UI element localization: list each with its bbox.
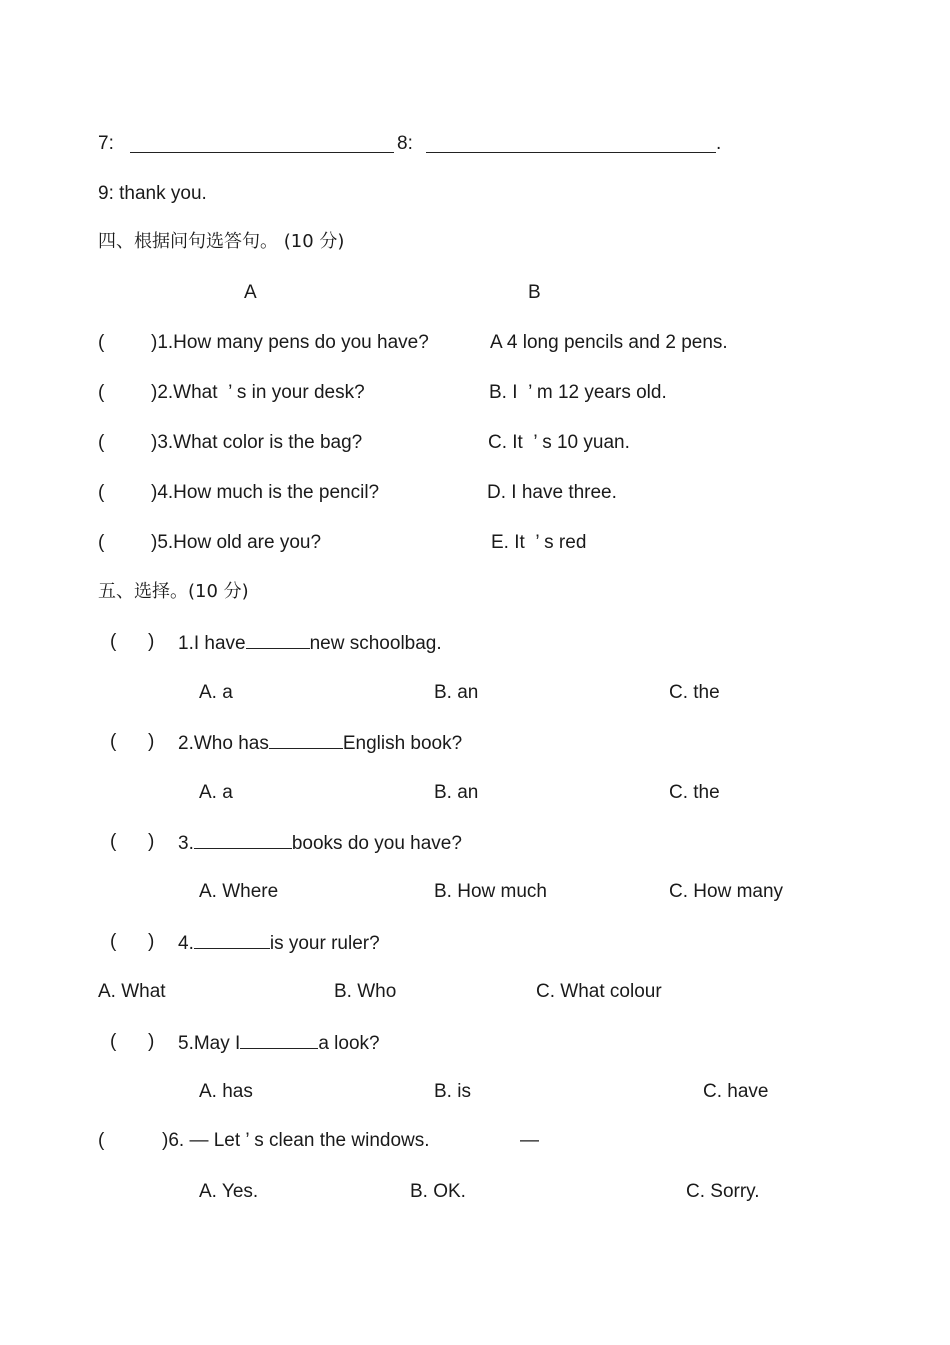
match-paren[interactable]: (	[98, 432, 105, 453]
match-answer: B. I ’ m 12 years old.	[489, 382, 667, 403]
option-b[interactable]: B. an	[434, 782, 479, 803]
option-b[interactable]: B. How much	[434, 881, 547, 902]
choice-question: )6. — Let ’ s clean the windows.	[162, 1130, 430, 1151]
item-8-end: .	[716, 133, 722, 154]
item-9-text: 9: thank you.	[98, 183, 207, 204]
question-tail: English book?	[342, 733, 463, 754]
answer-blank[interactable]	[194, 830, 292, 849]
question-tail: a look?	[318, 1033, 380, 1054]
choice-paren[interactable]: ( )	[110, 1031, 155, 1052]
choice-question	[178, 930, 380, 956]
option-b[interactable]: B. is	[434, 1081, 471, 1102]
item-7-label: 7:	[98, 133, 114, 154]
choice-paren[interactable]: ( )	[110, 831, 155, 852]
answer-blank[interactable]	[246, 630, 310, 649]
section-4-heading: 四、根据问句选答句。 (10 分)	[98, 231, 345, 252]
item-8-label: 8:	[397, 133, 413, 154]
match-answer: E. It ’ s red	[491, 532, 587, 553]
option-c[interactable]: C. the	[669, 682, 720, 703]
question-stem: 3.	[178, 833, 194, 854]
choice-paren[interactable]: (	[98, 1130, 105, 1151]
question-tail: books do you have?	[291, 833, 462, 854]
item-7-blank[interactable]	[130, 134, 394, 153]
section-5-heading: 五、选择。(10 分)	[98, 581, 249, 602]
match-answer: C. It ’ s 10 yuan.	[488, 432, 630, 453]
choice-paren[interactable]: ( )	[110, 631, 155, 652]
match-paren[interactable]: (	[98, 482, 105, 503]
choice-question	[178, 830, 462, 856]
question-stem: 4.	[178, 933, 194, 954]
option-b[interactable]: B. Who	[334, 981, 397, 1002]
option-c[interactable]: C. have	[703, 1081, 769, 1102]
option-c[interactable]: C. Sorry.	[686, 1181, 760, 1202]
reply-dash: —	[520, 1130, 539, 1151]
choice-question	[178, 1030, 380, 1056]
option-a[interactable]: A. a	[199, 682, 233, 703]
match-question: )4.How much is the pencil?	[151, 482, 380, 503]
option-c[interactable]: C. the	[669, 782, 720, 803]
match-answer: D. I have three.	[487, 482, 617, 503]
option-a[interactable]: A. a	[199, 782, 233, 803]
choice-question	[178, 730, 462, 756]
match-paren[interactable]: (	[98, 382, 105, 403]
answer-blank[interactable]	[240, 1030, 318, 1049]
choice-paren[interactable]: ( )	[110, 931, 155, 952]
item-8-blank[interactable]	[426, 134, 716, 153]
answer-blank[interactable]	[269, 730, 343, 749]
question-stem: 2.Who has	[178, 733, 269, 754]
option-c[interactable]: C. How many	[669, 881, 784, 902]
option-c[interactable]: C. What colour	[536, 981, 662, 1002]
match-paren[interactable]: (	[98, 532, 105, 553]
match-question: )5.How old are you?	[151, 532, 322, 553]
choice-paren[interactable]: ( )	[110, 731, 155, 752]
match-answer: A 4 long pencils and 2 pens.	[490, 332, 728, 353]
option-a[interactable]: A. Yes.	[199, 1181, 259, 1202]
match-question: )2.What ’ s in your desk?	[151, 382, 365, 403]
option-b[interactable]: B. an	[434, 682, 479, 703]
question-tail: new schoolbag.	[309, 633, 442, 654]
column-a-header: A	[244, 282, 257, 303]
column-b-header: B	[528, 282, 541, 303]
question-stem: 1.I have	[178, 633, 246, 654]
option-a[interactable]: A. has	[199, 1081, 253, 1102]
answer-blank[interactable]	[194, 930, 270, 949]
question-stem: 5.May I	[178, 1033, 241, 1054]
match-question: )1.How many pens do you have?	[151, 332, 429, 353]
question-tail: is your ruler?	[269, 933, 380, 954]
match-question: )3.What color is the bag?	[151, 432, 363, 453]
match-paren[interactable]: (	[98, 332, 105, 353]
option-a[interactable]: A. What	[98, 981, 166, 1002]
option-b[interactable]: B. OK.	[410, 1181, 466, 1202]
option-a[interactable]: A. Where	[199, 881, 279, 902]
choice-question	[178, 630, 442, 656]
